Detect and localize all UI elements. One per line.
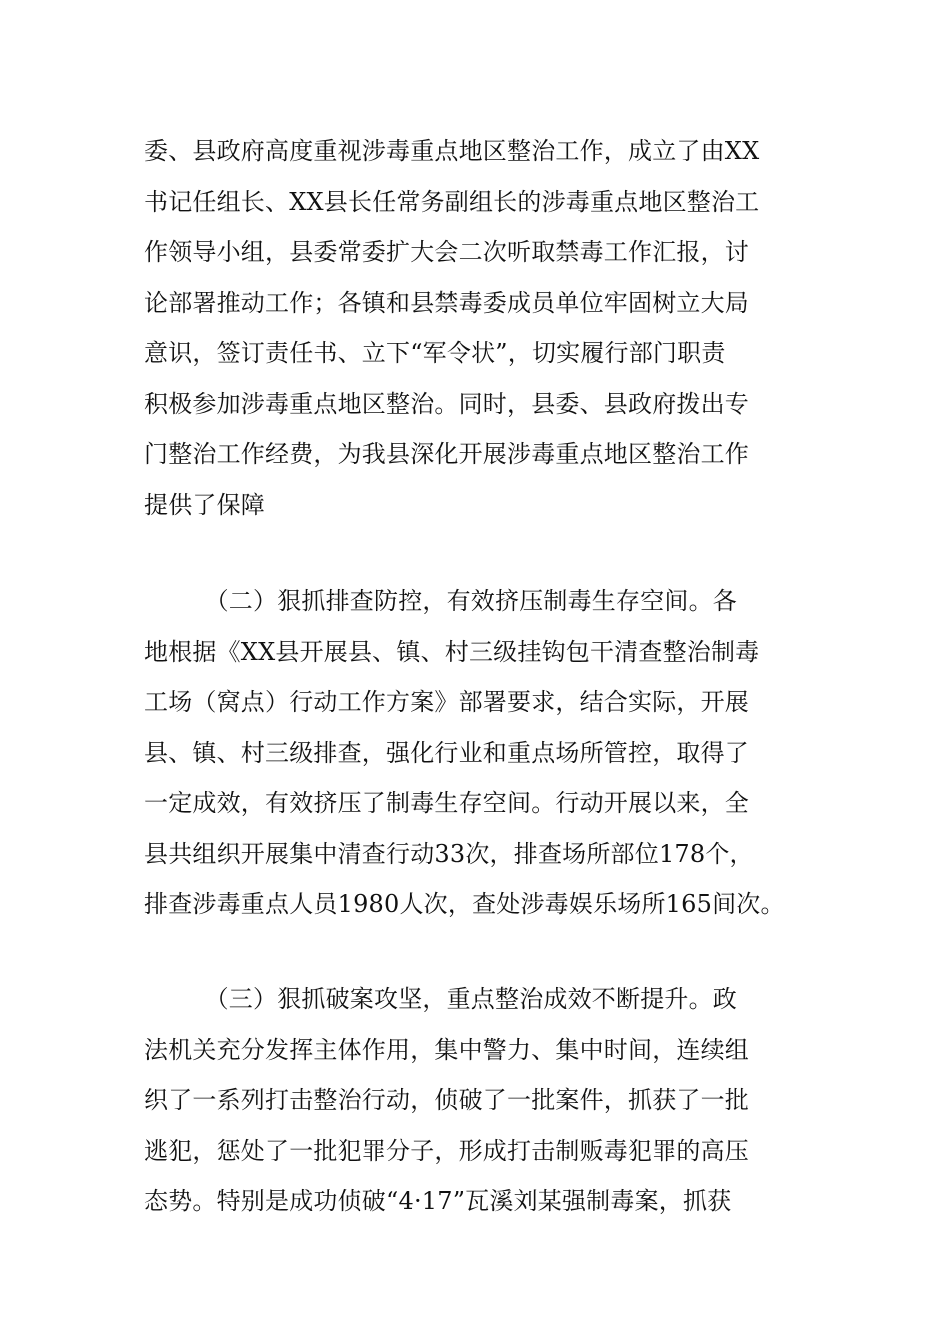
paragraph-leadership [144, 126, 824, 530]
text-line: 门整治工作经费，为我县深化开展涉毒重点地区整治工作 [144, 440, 749, 468]
text-line: 论部署推动工作；各镇和县禁毒委成员单位牢固树立大局 [144, 288, 749, 317]
text-line: 意识，签订责任书、立下“军令状”，切实履行部门职责 [144, 339, 726, 367]
text-line: 逃犯，惩处了一批犯罪分子，形成打击制贩毒犯罪的高压 [144, 1136, 749, 1165]
paragraph-section-2 [144, 576, 824, 930]
text-line: 织了一系列打击整治行动，侦破了一批案件，抓获了一批 [144, 1086, 749, 1114]
text-line: 县共组织开展集中清查行动33次，排查场所部位178个， [144, 839, 754, 868]
text-line: 法机关充分发挥主体作用，集中警力、集中时间，连续组 [144, 1035, 749, 1064]
text-line: （三）狠抓破案攻坚，重点整治成效不断提升。政 [144, 985, 737, 1013]
text-line: 积极参加涉毒重点地区整治。同时，县委、县政府拨出专 [144, 389, 749, 418]
text-line: 地根据《XX县开展县、镇、村三级挂钩包干清查整治制毒 [144, 637, 760, 666]
text-line: 书记任组长、XX县长任常务副组长的涉毒重点地区整治工 [144, 187, 760, 216]
text-line: 工场（窝点）行动工作方案》部署要求，结合实际，开展 [144, 688, 749, 716]
text-line: 县、镇、村三级排查，强化行业和重点场所管控，取得了 [144, 738, 749, 767]
text-line: 提供了保障 [144, 490, 265, 519]
text-line: 委、县政府高度重视涉毒重点地区整治工作，成立了由XX [144, 137, 760, 165]
text-line: 态势。特别是成功侦破“4·17”瓦溪刘某强制毒案，抓获 [144, 1187, 732, 1215]
text-line: （二）狠抓排查防控，有效挤压制毒生存空间。各 [144, 587, 737, 615]
text-line: 排查涉毒重点人员1980人次，查处涉毒娱乐场所165间次。 [144, 890, 785, 918]
paragraph-section-3 [144, 974, 824, 1227]
text-line: 作领导小组，县委常委扩大会二次听取禁毒工作汇报，讨 [144, 238, 749, 266]
text-line: 一定成效，有效挤压了制毒生存空间。行动开展以来，全 [144, 789, 749, 817]
